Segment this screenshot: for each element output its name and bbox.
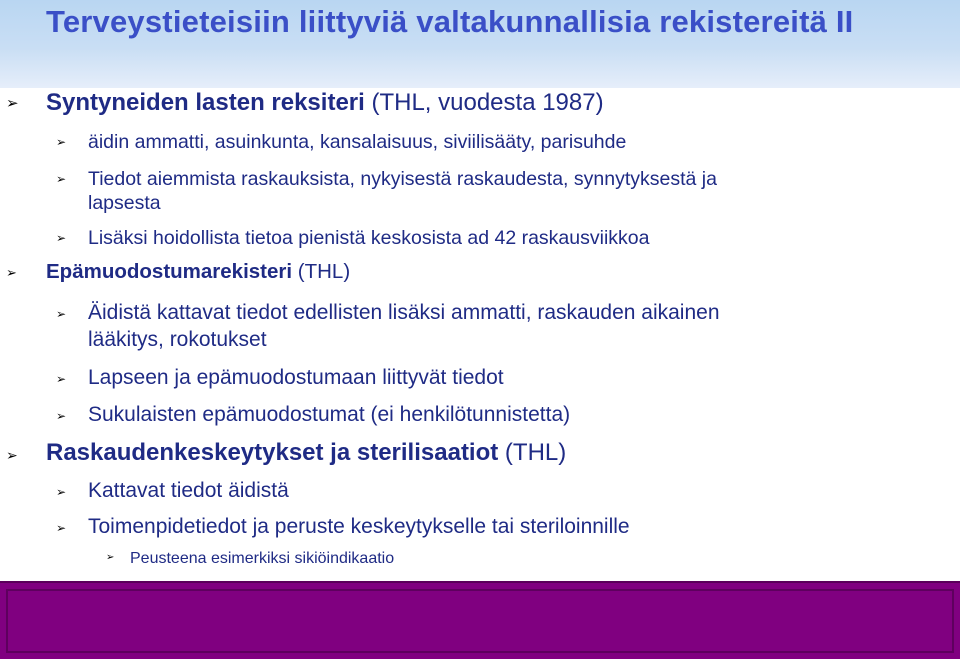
slide-title: Terveystieteisiin liittyviä valtakunnallisia rekistereitä II [46,4,854,39]
list-item-level1 [46,260,350,284]
bullet-arrow-icon: ➢ [56,135,67,149]
list-item-level2-line1: Äidistä kattavat tiedot edellisten lisäksi ammatti, raskauden aikainen [88,301,720,324]
registry-detail: (THL) [292,260,351,283]
registry-name: Raskaudenkeskeytykset ja sterilisaatiot [46,439,499,466]
bullet-arrow-icon: ➢ [106,552,115,563]
list-item-level2: Kattavat tiedot äidistä [88,479,289,502]
footer-bar [0,581,960,659]
list-item-level3: Peusteena esimerkiksi sikiöindikaatio [130,550,395,567]
list-item-level2-line1: Tiedot aiemmista raskauksista, nykyisestä raskaudesta, synnytyksestä ja [88,168,717,190]
bullet-arrow-icon: ➢ [56,307,67,321]
bullet-arrow-icon: ➢ [56,372,67,386]
registry-detail: (THL) [498,439,567,466]
bullet-arrow-icon: ➢ [56,172,67,186]
registry-name: Epämuodostumarekisteri [46,260,293,283]
list-item-level2: Lisäksi hoidollista tietoa pienistä keskosista ad 42 raskausviikkoa [88,227,650,249]
bullet-arrow-icon: ➢ [6,448,18,464]
registry-name: Syntyneiden lasten reksiteri [46,89,365,116]
list-item-level2: Toimenpidetiedot ja peruste keskeytykselle tai steriloinnille [88,515,630,538]
registry-detail: (THL, vuodesta 1987) [364,89,604,116]
list-item-level1 [46,89,604,117]
list-item-level2-line2: lapsesta [88,192,161,214]
bullet-arrow-icon: ➢ [56,485,67,499]
footer-frame [6,589,954,653]
list-item-level1 [46,439,566,467]
list-item-level2: äidin ammatti, asuinkunta, kansalaisuus, siviilisääty, parisuhde [88,131,627,153]
list-item-level2: Lapseen ja epämuodostumaan liittyvät tiedot [88,366,504,389]
list-item-level2-line2: lääkitys, rokotukset [88,328,267,351]
title-bar [0,0,960,88]
bullet-arrow-icon: ➢ [6,94,19,112]
bullet-arrow-icon: ➢ [56,409,67,423]
list-item-level2: Sukulaisten epämuodostumat (ei henkilötunnistetta) [88,403,571,426]
bullet-arrow-icon: ➢ [6,266,17,281]
bullet-arrow-icon: ➢ [56,521,67,535]
bullet-arrow-icon: ➢ [56,231,67,245]
